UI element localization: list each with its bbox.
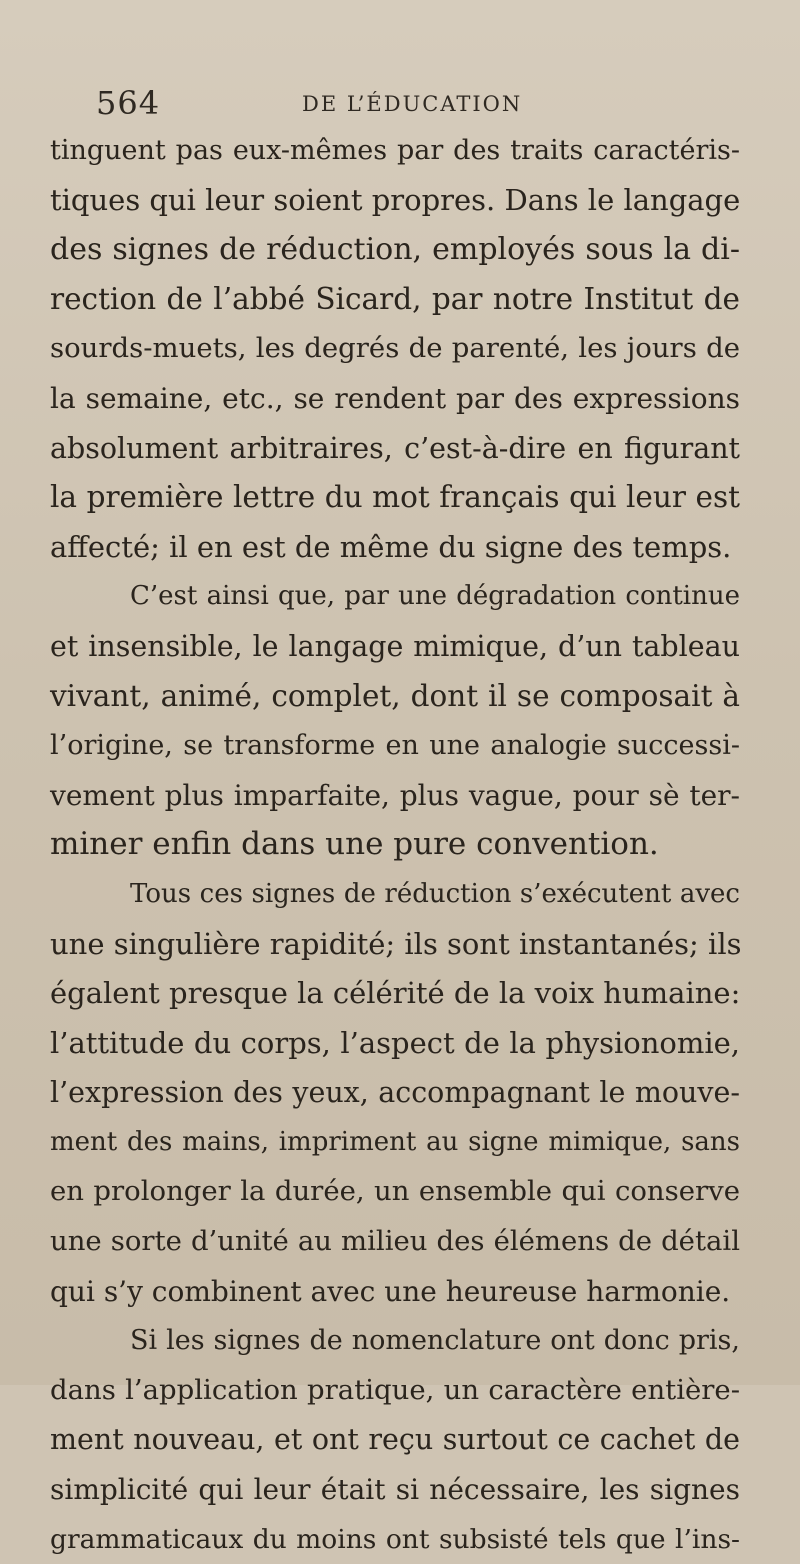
text-line: en prolonger la durée, un ensemble qui conserve xyxy=(50,1175,740,1208)
text-line: miner enfin dans une pure convention. xyxy=(50,826,659,863)
text-line: tiques qui leur soient propres. Dans le langage xyxy=(50,182,741,217)
text-line: l’attitude du corps, l’aspect de la physionomie, xyxy=(50,1025,740,1060)
text-line: tinguent pas eux-mêmes par des traits caractéris- xyxy=(50,135,740,166)
text-line: simplicité qui leur était si nécessaire, les signes xyxy=(50,1473,740,1507)
text-line: égalent presque la célérité de la voix humaine: xyxy=(50,976,741,1011)
text-line: grammaticaux du moins ont subsisté tels que l’ins- xyxy=(50,1523,740,1555)
text-line: l’expression des yeux, accompagnant le mouve- xyxy=(50,1076,740,1110)
text-line: dans l’application pratique, un caractère entière- xyxy=(50,1373,740,1406)
text-line: l’origine, se transforme en une analogie successi- xyxy=(50,730,740,762)
text-line: et insensible, le langage mimique, d’un tableau xyxy=(50,629,740,663)
text-line: ment des mains, impriment au signe mimique, sans xyxy=(50,1126,740,1157)
text-line: une sorte d’unité au milieu des élémens de détail xyxy=(50,1225,740,1258)
text-line: vement plus imparfaite, plus vague, pour sè ter- xyxy=(50,778,740,812)
text-line: rection de l’abbé Sicard, par notre Institut de xyxy=(50,281,740,316)
page-header xyxy=(96,84,716,124)
page-number: 564 xyxy=(96,84,161,122)
text-line: sourds-muets, les degrés de parenté, les jours de xyxy=(50,332,740,365)
text-line: C’est ainsi que, par une dégradation continue xyxy=(130,581,740,612)
text-line: des signes de réduction, employés sous la di- xyxy=(50,232,740,268)
text-line: affecté; il en est de même du signe des temps. xyxy=(50,529,732,564)
text-line: vivant, animé, complet, dont il se composait à xyxy=(50,678,740,713)
running-head: DE L’ÉDUCATION xyxy=(302,92,523,116)
text-line: une singulière rapidité; ils sont instantanés; ils xyxy=(50,926,742,961)
text-line: Tous ces signes de réduction s’exécutent avec xyxy=(130,878,740,909)
text-line: la première lettre du mot français qui leur est xyxy=(50,480,740,515)
text-line: absolument arbitraires, c’est-à-dire en figurant xyxy=(50,431,740,465)
body-text xyxy=(50,126,740,1564)
text-line: ment nouveau, et ont reçu surtout ce cachet de xyxy=(50,1423,740,1457)
text-line: qui s’y combinent avec une heureuse harmonie. xyxy=(50,1274,731,1308)
text-line: la semaine, etc., se rendent par des expressions xyxy=(50,381,740,415)
text-line: Si les signes de nomenclature ont donc pris, xyxy=(130,1325,740,1357)
